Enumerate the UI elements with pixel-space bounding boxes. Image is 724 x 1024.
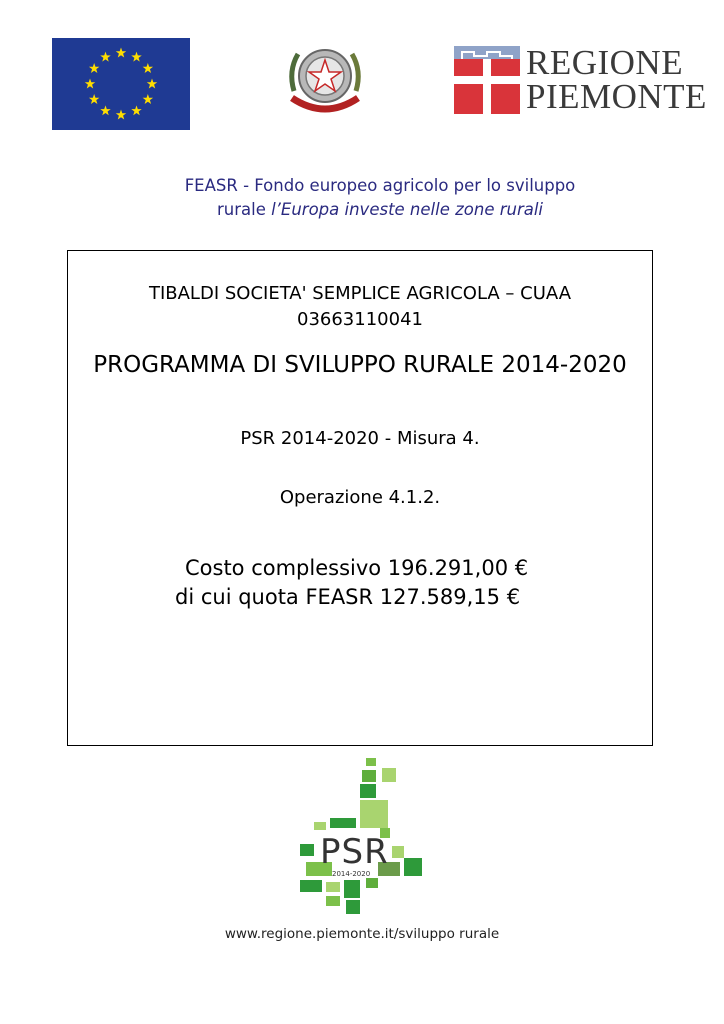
eu-star-icon	[89, 63, 99, 73]
psr-mosaic-square	[360, 784, 376, 798]
eu-star-icon	[116, 48, 126, 58]
psr-logo-text: PSR	[320, 832, 389, 872]
feasr-line2-plain: rurale	[216, 200, 272, 219]
eu-star-icon	[131, 105, 141, 115]
eu-star-icon	[143, 63, 153, 73]
feasr-line2	[150, 198, 610, 222]
eu-star-icon	[131, 52, 141, 62]
psr-mosaic-square	[330, 818, 356, 828]
psr-mosaic-square	[300, 880, 322, 892]
psr-mosaic-square	[314, 822, 326, 830]
programma-title: PROGRAMMA DI SVILUPPO RURALE 2014-2020	[93, 352, 627, 378]
psr-mosaic-square	[344, 880, 360, 898]
psr-mosaic-square	[382, 768, 396, 782]
operazione: Operazione 4.1.2.	[279, 487, 441, 508]
psr-logo	[296, 758, 426, 918]
regione-piemonte-logo	[454, 43, 707, 116]
regione-name-line1: REGIONE	[526, 43, 684, 82]
eu-stars-icon	[52, 38, 190, 130]
eu-star-icon	[100, 52, 110, 62]
eu-flag-logo	[52, 38, 190, 130]
psr-misura: PSR 2014-2020 - Misura 4.	[240, 428, 480, 449]
psr-mosaic-square	[404, 858, 422, 876]
footer-url[interactable]: www.regione.piemonte.it/sviluppo rurale	[224, 926, 500, 942]
psr-mosaic-square	[362, 770, 376, 782]
eu-star-icon	[85, 79, 95, 89]
cuaa-code: 03663110041	[297, 309, 423, 330]
eu-star-icon	[143, 94, 153, 104]
psr-mosaic-square	[366, 758, 376, 766]
eu-star-icon	[116, 110, 126, 120]
italian-republic-emblem	[284, 36, 366, 120]
quota-feasr: di cui quota FEASR 127.589,15 €	[175, 585, 521, 609]
piemonte-shield-icon	[454, 46, 520, 114]
feasr-line2-italic: l’Europa investe nelle zone rurali	[271, 200, 544, 219]
regione-name-line2: PIEMONTE	[526, 77, 707, 116]
eu-star-icon	[89, 94, 99, 104]
eu-star-icon	[100, 105, 110, 115]
eu-star-icon	[147, 79, 157, 89]
costo-complessivo: Costo complessivo 196.291,00 €	[185, 556, 529, 580]
feasr-line1: FEASR - Fondo europeo agricolo per lo sviluppo	[184, 176, 576, 195]
company-name: TIBALDI SOCIETA' SEMPLICE AGRICOLA – CUAA	[148, 283, 572, 304]
psr-mosaic-square	[360, 800, 388, 828]
psr-logo-years: 2014-2020	[332, 870, 371, 878]
psr-mosaic-square	[392, 846, 404, 858]
psr-mosaic-square	[326, 896, 340, 906]
psr-mosaic-square	[366, 878, 378, 888]
psr-mosaic-square	[346, 900, 360, 914]
psr-mosaic-square	[326, 882, 340, 892]
psr-mosaic-square	[300, 844, 314, 856]
project-info-box	[67, 250, 653, 746]
